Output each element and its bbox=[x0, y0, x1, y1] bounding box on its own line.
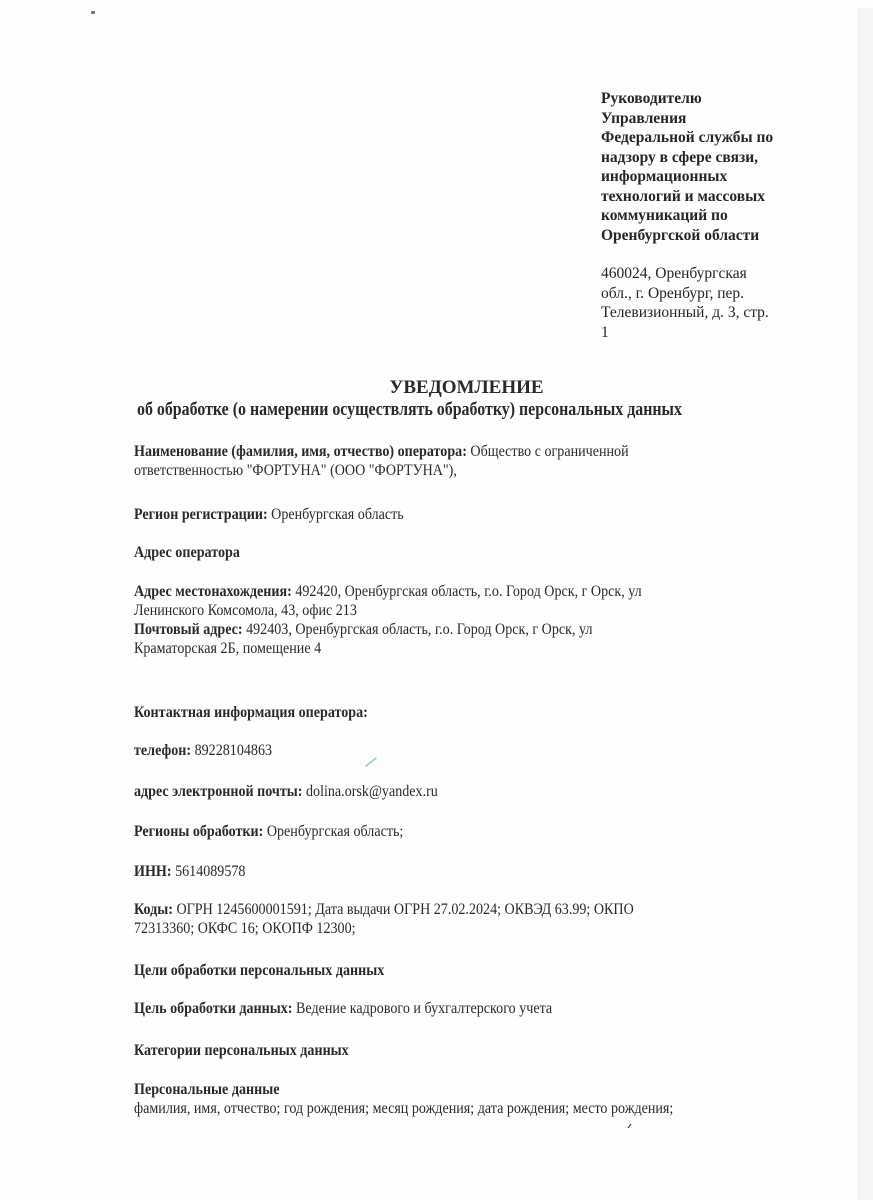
codes bbox=[134, 900, 634, 919]
processing-regions bbox=[134, 822, 403, 841]
purposes-heading: Цели обработки персональных данных bbox=[134, 962, 385, 979]
postal-address-value: 492403, Оренбургская область, г.о. Город Орск, г Орск, ул bbox=[242, 621, 593, 638]
categories-heading: Категории персональных данных bbox=[134, 1042, 349, 1059]
inn-value: 5614089578 bbox=[171, 863, 246, 880]
processing-purpose-value: Ведение кадрового и бухгалтерского учета bbox=[292, 1000, 553, 1017]
document-title: УВЕДОМЛЕНИЕ bbox=[389, 377, 544, 398]
contacts-heading: Контактная информация оператора: bbox=[134, 704, 368, 721]
phone-label: телефон: bbox=[134, 742, 192, 759]
addressee-line: коммуникаций по bbox=[601, 207, 728, 224]
registration-region-label: Регион регистрации: bbox=[134, 506, 268, 523]
addressee-line: технологий и массовых bbox=[601, 187, 765, 205]
processing-purpose bbox=[134, 999, 552, 1018]
processing-regions-value: Оренбургская область; bbox=[263, 823, 404, 840]
personal-data-list: фамилия, имя, отчество; год рождения; месяц рождения; дата рождения; место рождения; bbox=[134, 1100, 674, 1117]
operator-address-heading: Адрес оператора bbox=[134, 544, 240, 561]
processing-purpose-label: Цель обработки данных: bbox=[134, 1000, 293, 1017]
location-address-label: Адрес местонахождения: bbox=[134, 583, 292, 600]
document-subtitle: об обработке (о намерении осуществлять обработку) персональных данных bbox=[137, 400, 682, 420]
codes-value: ОГРН 1245600001591; Дата выдачи ОГРН 27.02.2024; ОКВЭД 63.99; ОКПО bbox=[172, 901, 634, 918]
addressee-address-line: 460024, Оренбургская bbox=[601, 265, 747, 282]
email-label: адрес электронной почты: bbox=[134, 783, 303, 800]
email bbox=[134, 782, 438, 801]
addressee-line: Оренбургской области bbox=[601, 226, 760, 244]
operator-name-continued: ответственностью "ФОРТУНА" (ООО "ФОРТУНА"), bbox=[134, 462, 457, 479]
pen-mark bbox=[364, 756, 378, 768]
postal-address-continued: Краматорская 2Б, помещение 4 bbox=[134, 640, 322, 657]
addressee-line: надзору в сфере связи, bbox=[601, 148, 759, 166]
addressee-address-line: 1 bbox=[601, 323, 609, 341]
inn-label: ИНН: bbox=[134, 863, 172, 880]
operator-name-value: Общество с ограниченной bbox=[466, 443, 629, 460]
inn bbox=[134, 862, 245, 881]
postal-address bbox=[134, 620, 592, 639]
postal-address-label: Почтовый адрес: bbox=[134, 621, 243, 638]
codes-label: Коды: bbox=[134, 901, 173, 918]
operator-name bbox=[134, 442, 629, 461]
addressee-line: информационных bbox=[601, 168, 728, 185]
personal-data-subheading: Персональные данные bbox=[134, 1081, 280, 1098]
email-value: dolina.orsk@yandex.ru bbox=[302, 783, 438, 800]
addressee-line: Управления bbox=[601, 109, 687, 127]
location-address-continued: Ленинского Комсомола, 43, офис 213 bbox=[134, 602, 357, 619]
location-address bbox=[134, 582, 642, 601]
addressee-address-line: обл., г. Оренбург, пер. bbox=[601, 284, 745, 302]
addressee-address-line: Телевизионный, д. 3, стр. bbox=[601, 304, 769, 321]
codes-continued: 72313360; ОКФС 16; ОКОПФ 12300; bbox=[134, 920, 356, 937]
addressee-line: Федеральной службы по bbox=[601, 129, 774, 146]
phone bbox=[134, 741, 272, 760]
registration-region bbox=[134, 505, 404, 524]
scan-edge bbox=[858, 8, 873, 1200]
location-address-value: 492420, Оренбургская область, г.о. Город Орск, г Орск, ул bbox=[291, 583, 642, 600]
addressee-line: Руководителю bbox=[601, 90, 702, 107]
phone-value: 89228104863 bbox=[191, 742, 273, 759]
ink-speck bbox=[626, 1122, 634, 1130]
scan-speck bbox=[91, 11, 95, 14]
processing-regions-label: Регионы обработки: bbox=[134, 823, 264, 840]
registration-region-value: Оренбургская область bbox=[267, 506, 404, 523]
operator-name-label: Наименование (фамилия, имя, отчество) оператора: bbox=[134, 443, 467, 460]
